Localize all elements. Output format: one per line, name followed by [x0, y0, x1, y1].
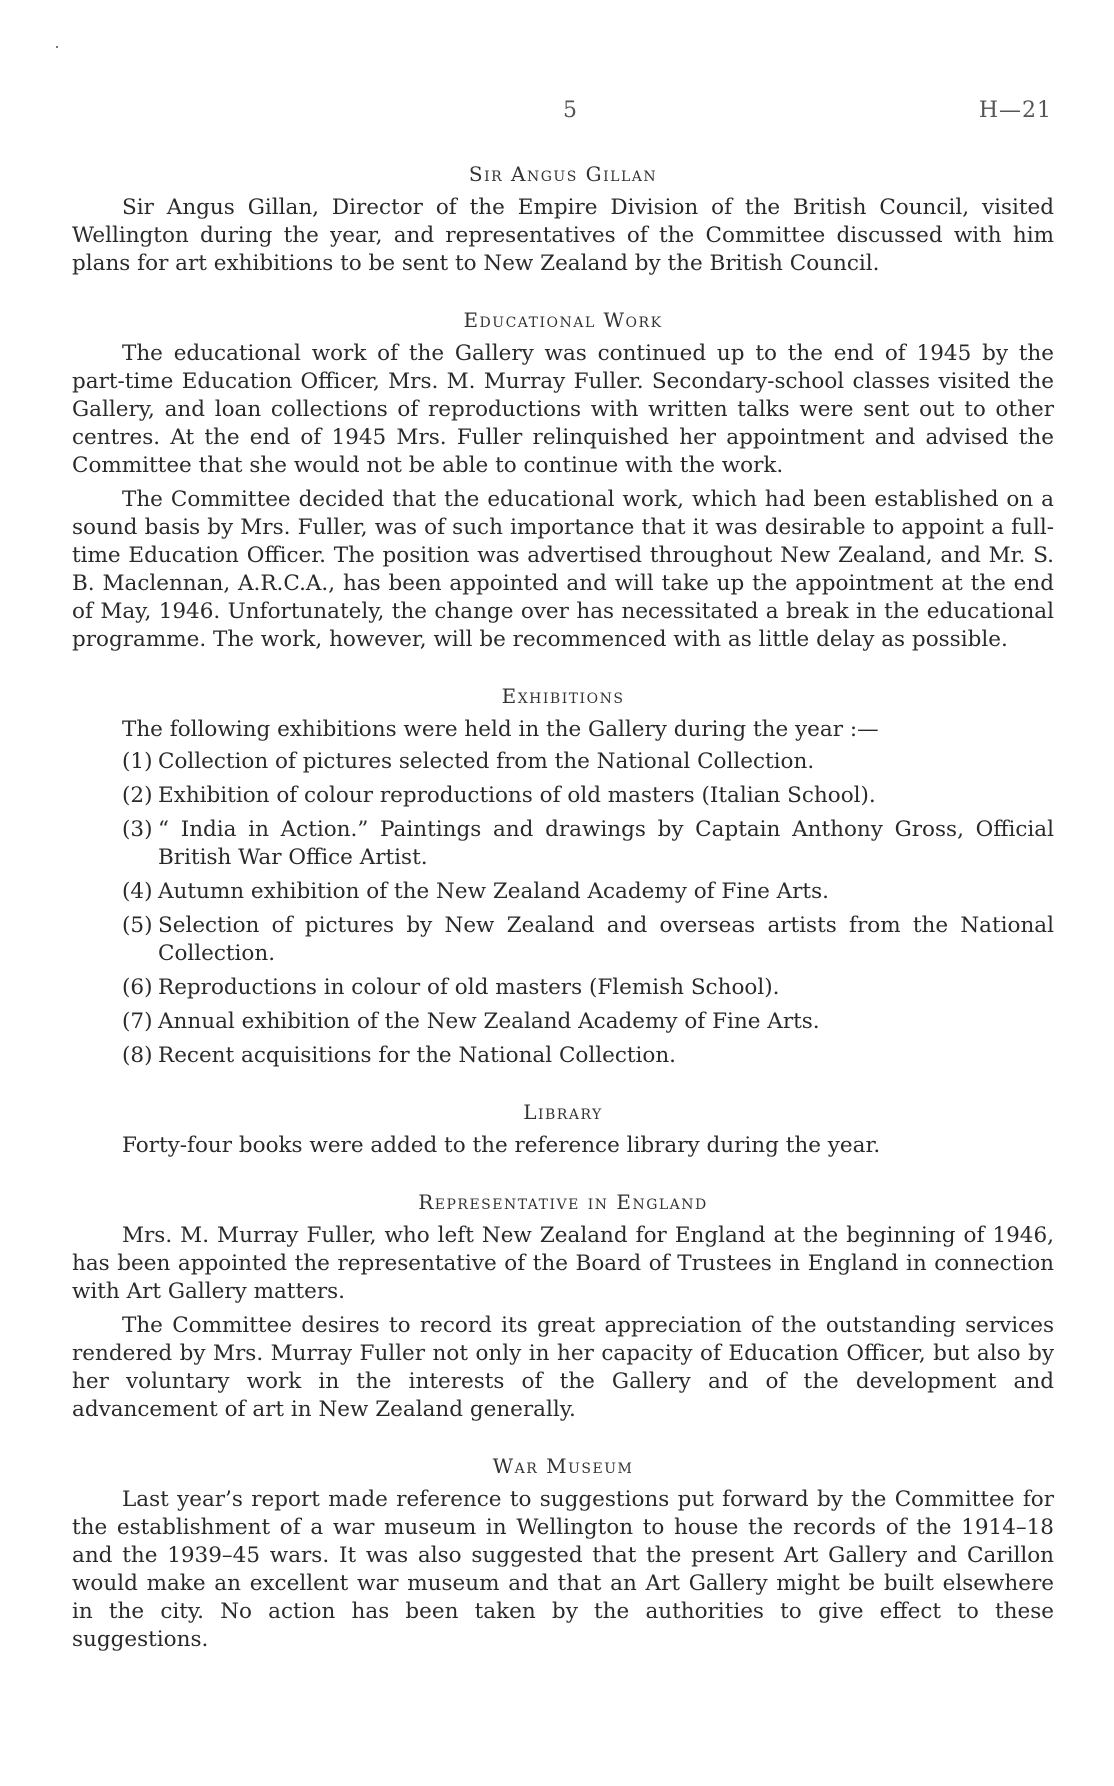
item-text: Reproductions in colour of old masters (Flemish School). [158, 975, 780, 1000]
section-heading: Representative in England [418, 1190, 708, 1214]
list-item [72, 1008, 1054, 1036]
list-item [72, 782, 1054, 810]
section-sir-angus-gillan [72, 162, 1054, 278]
item-number: (2) [122, 783, 153, 808]
item-number: (1) [122, 749, 153, 774]
section-heading: Educational Work [463, 308, 663, 332]
item-number: (7) [122, 1009, 153, 1034]
paragraph: Last year’s report made reference to suggestions put forward by the Committee for the establishment of a war museum in Wellington to house the records of the 1914–18 and the 1939–45 wars. It was also suggested that the present Art Gallery and Carillon would make an excellent war museum and that an Art Gallery might be built elsewhere in the city. No action has been taken by the authorities to give effect to these suggestions. [72, 1487, 1054, 1652]
paragraph: The Committee decided that the educational work, which had been established on a sound basis by Mrs. Fuller, was of such importance that it was desirable to appoint a full-time Education Officer. The position was advertised throughout New Zealand, and Mr. S. B. Maclennan, A.R.C.A., has been appointed and will take up the appointment at the end of May, 1946. Unfortunately, the change over has necessitated a break in the educational programme. The work, however, will be recommenced with as little delay as possible. [72, 487, 1054, 652]
section-heading: War Museum [492, 1454, 634, 1478]
list-item [72, 748, 1054, 776]
section-heading: Exhibitions [501, 684, 625, 708]
item-text: Autumn exhibition of the New Zealand Academy of Fine Arts. [158, 879, 829, 904]
item-number: (4) [122, 879, 153, 904]
page-number: 5 [563, 98, 577, 123]
item-text: Selection of pictures by New Zealand and overseas artists from the National Collection. [158, 913, 1054, 966]
item-number: (6) [122, 975, 153, 1000]
document-reference: H—21 [978, 98, 1052, 123]
paragraph: Sir Angus Gillan, Director of the Empire Division of the British Council, visited Wellington during the year, and representatives of the Committee discussed with him plans for art exhibitions to be sent to New Zealand by the British Council. [72, 195, 1054, 276]
paragraph: The educational work of the Gallery was continued up to the end of 1945 by the part-time Education Officer, Mrs. M. Murray Fuller. Secondary-school classes visited the Gallery, and loan collections of reproductions with written talks were sent out to other centres. At the end of 1945 Mrs. Fuller relinquished her appointment and advised the Committee that she would not be able to continue with the work. [72, 341, 1054, 478]
item-number: (3) [122, 817, 153, 842]
section-exhibitions [72, 684, 1054, 1070]
paragraph: Mrs. M. Murray Fuller, who left New Zealand for England at the beginning of 1946, has been appointed the representative of the Board of Trustees in England in connection with Art Gallery matters. [72, 1223, 1054, 1304]
item-text: Exhibition of colour reproductions of old masters (Italian School). [158, 783, 876, 808]
list-item [72, 816, 1054, 872]
item-text: Recent acquisitions for the National Collection. [158, 1043, 677, 1068]
item-text: Collection of pictures selected from the National Collection. [158, 749, 815, 774]
section-library [72, 1100, 1054, 1160]
section-heading: Library [523, 1100, 603, 1124]
page-content [72, 162, 1054, 1684]
item-number: (5) [122, 913, 153, 938]
section-heading: Sir Angus Gillan [468, 162, 658, 186]
section-representative-in-england [72, 1190, 1054, 1424]
item-number: (8) [122, 1043, 153, 1068]
section-war-museum [72, 1454, 1054, 1654]
list-item [72, 912, 1054, 968]
exhibitions-intro: The following exhibitions were held in the Gallery during the year :— [122, 717, 879, 742]
exhibitions-list [72, 748, 1054, 1070]
list-item [72, 878, 1054, 906]
scan-speck [56, 46, 58, 48]
paragraph: Forty-four books were added to the reference library during the year. [122, 1133, 881, 1158]
item-text: “ India in Action.” Paintings and drawings by Captain Anthony Gross, Official British War Office Artist. [158, 817, 1054, 870]
section-educational-work [72, 308, 1054, 654]
list-item [72, 1042, 1054, 1070]
paragraph: The Committee desires to record its great appreciation of the outstanding services rendered by Mrs. Murray Fuller not only in her capacity of Education Officer, but also by her voluntary work in the interests of the Gallery and of the development and advancement of art in New Zealand generally. [72, 1313, 1054, 1422]
list-item [72, 974, 1054, 1002]
item-text: Annual exhibition of the New Zealand Academy of Fine Arts. [158, 1009, 820, 1034]
